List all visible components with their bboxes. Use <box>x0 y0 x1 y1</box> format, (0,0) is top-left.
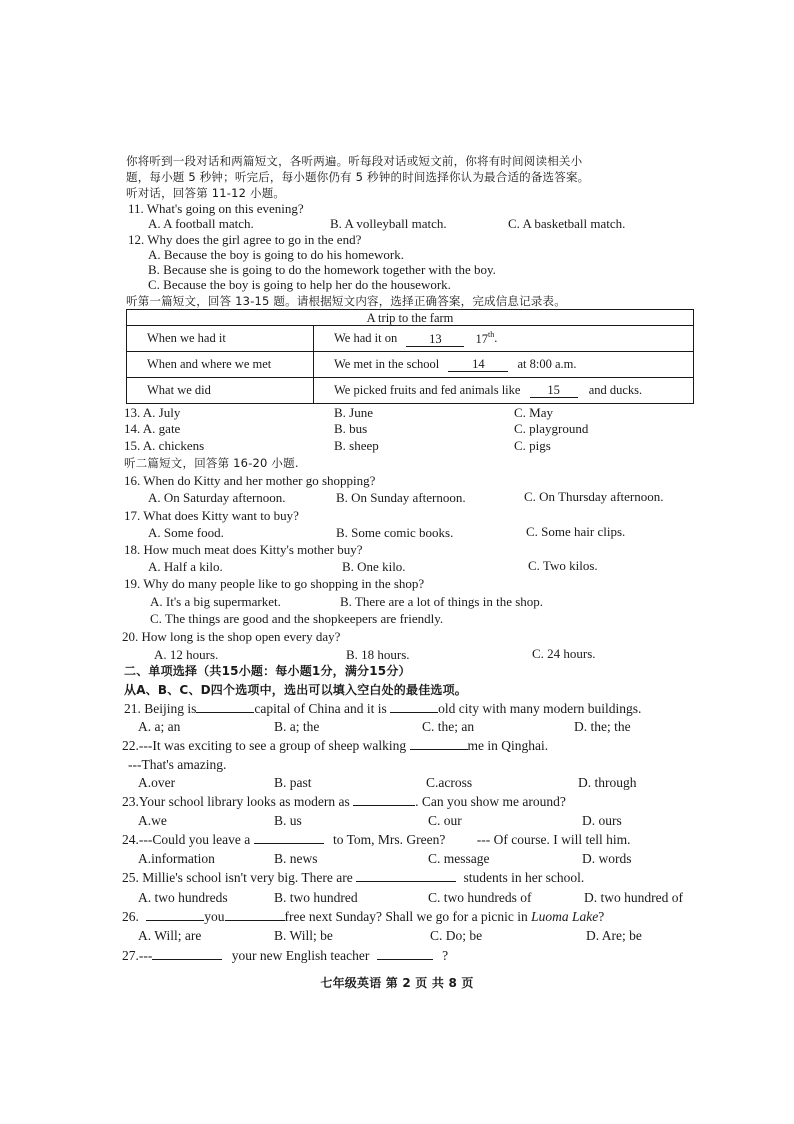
q25-blank[interactable] <box>356 881 456 882</box>
q24-part-3: --- Of course. I will tell him. <box>476 832 631 847</box>
question-26-option-b[interactable]: B. Will; be <box>274 928 333 943</box>
question-25-option-a[interactable]: A. two hundreds <box>138 890 228 905</box>
question-20-stem: 20. How long is the shop open every day? <box>122 629 341 644</box>
row-2-text: We met in the school <box>334 357 440 371</box>
question-17-option-a[interactable]: A. Some food. <box>148 525 224 540</box>
question-18-option-c[interactable]: C. Two kilos. <box>528 558 598 573</box>
question-25-option-b[interactable]: B. two hundred <box>274 890 358 905</box>
q23-part-2: . Can you show me around? <box>415 794 566 809</box>
q22-blank[interactable] <box>410 749 468 750</box>
q23-part-1: 23.Your school library looks as modern as <box>122 794 350 809</box>
question-15-option-c[interactable]: C. pigs <box>514 438 551 453</box>
instructions-line-3: 听对话，回答第 11-12 小题。 <box>126 186 286 200</box>
question-17-option-c[interactable]: C. Some hair clips. <box>526 524 626 539</box>
question-13-option-a[interactable]: 13. A. July <box>124 405 181 420</box>
table-row-value-when <box>314 326 694 352</box>
question-26-option-d[interactable]: D. Are; be <box>586 928 642 943</box>
question-21-stem <box>124 701 641 717</box>
question-19-option-a[interactable]: A. It's a big supermarket. <box>150 594 281 609</box>
q21-blank-2[interactable] <box>390 712 438 713</box>
row-1-day: 17 <box>475 331 488 346</box>
farm-trip-record-table <box>126 309 694 404</box>
question-26-option-a[interactable]: A. Will; are <box>138 928 202 943</box>
q26-blank-1[interactable] <box>146 920 204 921</box>
question-12-option-a[interactable]: A. Because the boy is going to do his homework. <box>148 247 404 262</box>
question-15-option-a[interactable]: 15. A. chickens <box>124 438 205 453</box>
question-27-stem <box>122 948 448 964</box>
question-22-reply: ---That's amazing. <box>128 757 227 772</box>
instructions-line-1: 你将听到一段对话和两篇短文，各听两遍。听每段对话或短文前，你将有时间阅读相关小 <box>126 154 583 168</box>
question-16-option-a[interactable]: A. On Saturday afternoon. <box>148 490 286 505</box>
question-17-option-b[interactable]: B. Some comic books. <box>336 525 454 540</box>
question-12-option-c[interactable]: C. Because the boy is going to help her do the housework. <box>148 277 451 292</box>
question-23-option-a[interactable]: A.we <box>138 813 167 828</box>
q26-part-3: free next Sunday? Shall we go for a picnic in <box>284 909 528 924</box>
question-22-option-c[interactable]: C.across <box>426 775 473 790</box>
question-26-stem <box>122 909 604 925</box>
q21-part-2: capital of China and it is <box>254 701 387 716</box>
q26-part-2: you <box>204 909 225 924</box>
question-19-stem: 19. Why do many people like to go shopping in the shop? <box>124 576 425 591</box>
section-2-title: 二、单项选择（共15小题：每小题1分，满分15分） <box>124 664 411 678</box>
question-12-option-b[interactable]: B. Because she is going to do the homework together with the boy. <box>148 262 496 277</box>
row-2-time: at 8:00 a.m. <box>517 357 577 371</box>
question-21-option-d[interactable]: D. the; the <box>574 719 631 734</box>
row-1-period: . <box>494 331 498 346</box>
q26-part-1: 26. <box>122 909 139 924</box>
q27-part-2: your new English teacher <box>231 948 370 963</box>
question-23-option-c[interactable]: C. our <box>428 813 462 828</box>
q21-blank-1[interactable] <box>196 712 254 713</box>
question-11-option-a[interactable]: A. A football match. <box>148 216 254 231</box>
question-23-option-b[interactable]: B. us <box>274 813 302 828</box>
passage-1-intro: 听第一篇短文，回答 13-15 题。请根据短文内容，选择正确答案，完成信息记录表。 <box>126 294 566 308</box>
table-title: A trip to the farm <box>127 310 694 326</box>
q26-part-5: ? <box>598 909 605 924</box>
q26-blank-2[interactable] <box>225 920 285 921</box>
passage-2-intro: 听二篇短文，回答第 16-20 小题. <box>124 456 299 470</box>
question-19-option-b[interactable]: B. There are a lot of things in the shop. <box>340 594 544 609</box>
question-25-option-d[interactable]: D. two hundred of <box>584 890 683 905</box>
q24-blank[interactable] <box>254 843 324 844</box>
question-11-stem: 11. What's going on this evening? <box>128 201 304 216</box>
table-row-label-where: When and where we met <box>127 352 314 378</box>
q27-part-3: ? <box>442 948 449 963</box>
q25-part-1: 25. Millie's school isn't very big. There are <box>122 870 353 885</box>
question-13-option-c[interactable]: C. May <box>514 405 553 420</box>
q21-part-3: old city with many modern buildings. <box>438 701 642 716</box>
q25-part-2: students in her school. <box>463 870 585 885</box>
question-24-stem <box>122 832 630 848</box>
question-19-option-c[interactable]: C. The things are good and the shopkeepers are friendly. <box>150 611 444 626</box>
question-26-option-c[interactable]: C. Do; be <box>430 928 483 943</box>
question-14-option-c[interactable]: C. playground <box>514 421 589 436</box>
question-20-option-c[interactable]: C. 24 hours. <box>532 646 596 661</box>
row-1-text: We had it on <box>334 331 398 346</box>
question-21-option-c[interactable]: C. the; an <box>422 719 475 734</box>
blank-13[interactable]: 13 <box>406 332 464 347</box>
question-14-option-a[interactable]: 14. A. gate <box>124 421 181 436</box>
question-14-option-b[interactable]: B. bus <box>334 421 368 436</box>
question-25-option-c[interactable]: C. two hundreds of <box>428 890 532 905</box>
question-24-option-b[interactable]: B. news <box>274 851 318 866</box>
question-11-option-c[interactable]: C. A basketball match. <box>508 216 626 231</box>
page-footer: 七年级英语 第 2 页 共 8 页 <box>320 976 474 990</box>
question-25-stem <box>122 870 584 886</box>
question-18-option-b[interactable]: B. One kilo. <box>342 559 406 574</box>
q22-part-2: me in Qinghai. <box>467 738 549 753</box>
q27-part-1: 27.--- <box>122 948 153 963</box>
instructions-line-2: 题，每小题 5 秒钟；听完后，每小题你仍有 5 秒钟的时间选择你认为最合适的备选答案。 <box>126 170 590 184</box>
table-row-value-where <box>314 352 694 378</box>
q26-place-name: Luoma Lake <box>531 909 599 924</box>
q21-part-1: 21. Beijing is <box>124 701 197 716</box>
question-18-option-a[interactable]: A. Half a kilo. <box>148 559 223 574</box>
question-22-option-d[interactable]: D. through <box>578 775 637 790</box>
table-row-label-what: What we did <box>127 378 314 404</box>
question-23-option-d[interactable]: D. ours <box>582 813 622 828</box>
question-22-stem <box>122 738 548 754</box>
row-3-text: We picked fruits and fed animals like <box>334 383 521 397</box>
section-2-description: 从A、B、C、D四个选项中，选出可以填入空白处的最佳选项。 <box>124 683 468 697</box>
question-15-option-b[interactable]: B. sheep <box>334 438 379 453</box>
row-1-ordinal: th <box>487 330 495 340</box>
question-22-option-a[interactable]: A.over <box>138 775 176 790</box>
question-16-option-c[interactable]: C. On Thursday afternoon. <box>524 489 664 504</box>
q23-blank[interactable] <box>353 805 415 806</box>
question-18-stem: 18. How much meat does Kitty's mother buy? <box>124 542 363 557</box>
question-16-option-b[interactable]: B. On Sunday afternoon. <box>336 490 466 505</box>
question-12-stem: 12. Why does the girl agree to go in the end? <box>128 232 362 247</box>
q24-part-1: 24.---Could you leave a <box>122 832 251 847</box>
q27-blank-1[interactable] <box>152 959 222 960</box>
question-21-option-a[interactable]: A. a; an <box>138 719 181 734</box>
question-13-option-b[interactable]: B. June <box>334 405 373 420</box>
question-21-option-b[interactable]: B. a; the <box>274 719 320 734</box>
row-3-end: and ducks. <box>588 383 643 397</box>
question-22-option-b[interactable]: B. past <box>274 775 312 790</box>
question-24-option-a[interactable]: A.information <box>138 851 215 866</box>
table-row-label-when: When we had it <box>127 326 314 352</box>
blank-14[interactable]: 14 <box>448 357 508 372</box>
question-17-stem: 17. What does Kitty want to buy? <box>124 508 299 523</box>
question-16-stem: 16. When do Kitty and her mother go shopping? <box>124 473 376 488</box>
table-row-value-what <box>314 378 694 404</box>
question-23-stem <box>122 794 566 810</box>
question-24-option-c[interactable]: C. message <box>428 851 490 866</box>
question-20-option-b[interactable]: B. 18 hours. <box>346 647 410 662</box>
question-20-option-a[interactable]: A. 12 hours. <box>154 647 219 662</box>
q24-part-2: to Tom, Mrs. Green? <box>332 832 446 847</box>
q27-blank-2[interactable] <box>377 959 433 960</box>
blank-15[interactable]: 15 <box>530 383 578 398</box>
question-11-option-b[interactable]: B. A volleyball match. <box>330 216 447 231</box>
question-24-option-d[interactable]: D. words <box>582 851 632 866</box>
q22-part-1: 22.---It was exciting to see a group of sheep walking <box>122 738 407 753</box>
